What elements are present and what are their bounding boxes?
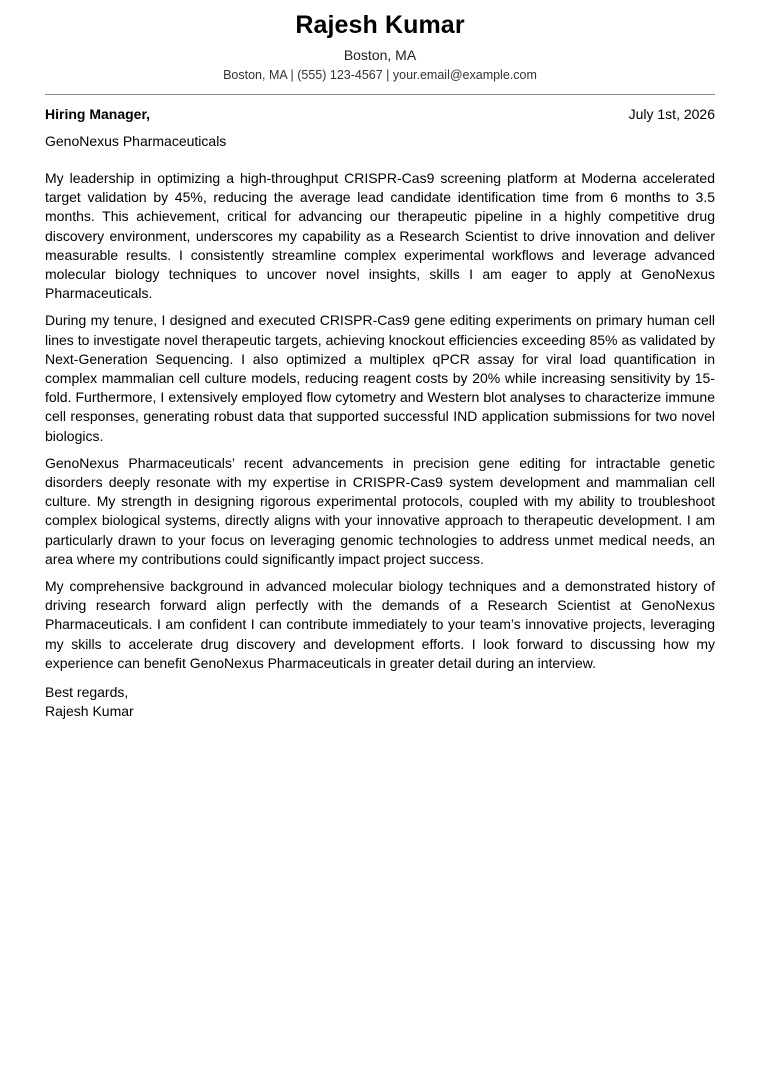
body-paragraph-4: My comprehensive background in advanced molecular biology techniques and a demonstrated history of driving research forward align perfectly with the demands of a Research Scientist at GenoNexus Pharmaceuticals. I am confident I can contribute immediately to your team’s innovative projects, leveraging my skills to accelerate drug discovery and development efforts. I look forward to discussing how my experience can benefit GenoNexus Pharmaceuticals in greater detail during an interview. [45, 578, 715, 671]
applicant-contact: Boston, MA | (555) 123-4567 | your.email@example.com [223, 68, 537, 82]
letter-body [45, 169, 715, 673]
signature-name: Rajesh Kumar [45, 703, 134, 720]
body-paragraph-1: My leadership in optimizing a high-throughput CRISPR-Cas9 screening platform at Moderna accelerated target validation by 45%, reducing the average lead candidate identification time from 6 months to 3.5 months. This achievement, critical for advancing our therapeutic pipeline in a highly competitive drug discovery environment, underscores my capability as a Research Scientist to drive innovation and deliver measurable results. I consistently streamline complex experimental workflows and leverage advanced molecular biology techniques to uncover novel insights, skills I am eager to apply at GenoNexus Pharmaceuticals. [45, 170, 715, 302]
closing-phrase: Best regards, [45, 684, 129, 701]
recipient-greeting: Hiring Manager, [45, 106, 151, 122]
letter-date: July 1st, 2026 [628, 106, 715, 122]
body-paragraph-3: GenoNexus Pharmaceuticals’ recent advancements in precision gene editing for intractable genetic disorders deeply resonate with my expertise in CRISPR-Cas9 system development and mammalian cell culture. My strength in designing rigorous experimental protocols, coupled with my ability to troubleshoot complex biological systems, directly aligns with your innovative approach to therapeutic development. I am particularly drawn to your focus on leveraging genomic technologies to address unmet medical needs, an area where my contributions could significantly impact project success. [45, 454, 715, 567]
letter-closing [45, 683, 715, 721]
applicant-location: Boston, MA [343, 47, 417, 63]
header-divider [45, 94, 715, 95]
applicant-name: Rajesh Kumar [295, 11, 465, 39]
company-name: GenoNexus Pharmaceuticals [45, 133, 227, 149]
body-paragraph-2: During my tenure, I designed and executed CRISPR-Cas9 gene editing experiments on primary human cell lines to investigate novel therapeutic targets, achieving knockout efficiencies exceeding 85% as validated by Next-Generation Sequencing. I also optimized a multiplex qPCR assay for viral load quantification in complex mammalian cell culture models, reducing reagent costs by 20% while increasing sensitivity by 15-fold. Furthermore, I extensively employed flow cytometry and Western blot analyses to characterize immune cell responses, generating robust data that supported successful IND application submissions for two novel biologics. [45, 312, 715, 444]
letter-header [45, 0, 715, 83]
recipient-date-row [45, 105, 715, 123]
